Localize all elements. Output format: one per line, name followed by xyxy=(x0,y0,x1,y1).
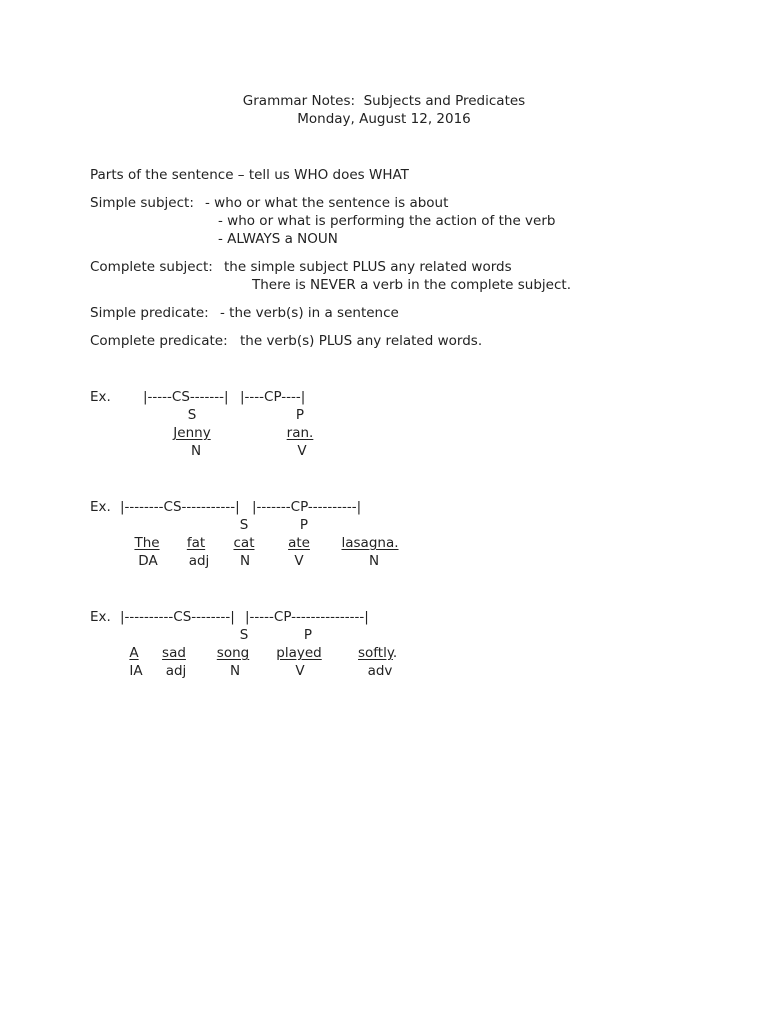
example-word: played xyxy=(276,645,322,661)
example-word: ran. xyxy=(286,425,314,441)
complete-predicate-bracket: |----CP----| xyxy=(240,389,306,405)
simple-subject-def-1: - who or what the sentence is about xyxy=(205,195,449,211)
example-word: Jenny xyxy=(173,425,211,441)
predicate-marker: P xyxy=(303,627,313,643)
part-of-speech-tag: adj xyxy=(165,663,187,679)
simple-predicate-label: Simple predicate: xyxy=(90,305,209,321)
part-of-speech-tag: V xyxy=(297,443,307,459)
complete-predicate-def: the verb(s) PLUS any related words. xyxy=(240,333,483,349)
complete-subject-def-1: the simple subject PLUS any related words xyxy=(224,259,512,275)
part-of-speech-tag: DA xyxy=(138,553,158,569)
complete-subject-bracket: |--------CS-----------| xyxy=(120,499,240,515)
sentence-period: . xyxy=(392,645,398,661)
subject-marker: S xyxy=(239,627,249,643)
example-word: fat xyxy=(186,535,206,551)
example-word: song xyxy=(216,645,250,661)
complete-subject-bracket: |-----CS-------| xyxy=(143,389,229,405)
example-word-last xyxy=(358,644,397,662)
example-label: Ex. xyxy=(90,389,111,405)
example-word: softly xyxy=(358,645,393,661)
parts-of-sentence-line: Parts of the sentence – tell us WHO does WHAT xyxy=(90,167,409,183)
simple-predicate-def: - the verb(s) in a sentence xyxy=(220,305,399,321)
subject-marker: S xyxy=(187,407,197,423)
complete-subject-def-2: There is NEVER a verb in the complete subject. xyxy=(252,277,571,293)
example-word: cat xyxy=(233,535,255,551)
page-title: Grammar Notes: Subjects and Predicates xyxy=(242,93,526,109)
part-of-speech-tag: IA xyxy=(129,663,143,679)
complete-subject-label: Complete subject: xyxy=(90,259,213,275)
predicate-marker: P xyxy=(295,407,305,423)
example-label: Ex. xyxy=(90,609,111,625)
example-word: lasagna. xyxy=(341,535,399,551)
example-word: A xyxy=(129,645,139,661)
part-of-speech-tag: adv xyxy=(367,663,393,679)
page-date: Monday, August 12, 2016 xyxy=(297,111,471,127)
part-of-speech-tag: N xyxy=(239,553,251,569)
subject-marker: S xyxy=(239,517,249,533)
example-label: Ex. xyxy=(90,499,111,515)
simple-subject-def-2: - who or what is performing the action of the verb xyxy=(218,213,556,229)
part-of-speech-tag: V xyxy=(294,553,304,569)
part-of-speech-tag: N xyxy=(368,553,380,569)
part-of-speech-tag: V xyxy=(295,663,305,679)
predicate-marker: P xyxy=(299,517,309,533)
simple-subject-def-3: - ALWAYS a NOUN xyxy=(218,231,338,247)
example-word: The xyxy=(134,535,160,551)
complete-subject-bracket: |----------CS--------| xyxy=(120,609,235,625)
complete-predicate-bracket: |-----CP---------------| xyxy=(245,609,369,625)
example-word: ate xyxy=(288,535,310,551)
complete-predicate-bracket: |-------CP----------| xyxy=(252,499,362,515)
part-of-speech-tag: N xyxy=(229,663,241,679)
part-of-speech-tag: N xyxy=(190,443,202,459)
complete-predicate-label: Complete predicate: xyxy=(90,333,228,349)
part-of-speech-tag: adj xyxy=(188,553,210,569)
example-word: sad xyxy=(162,645,186,661)
simple-subject-label: Simple subject: xyxy=(90,195,194,211)
